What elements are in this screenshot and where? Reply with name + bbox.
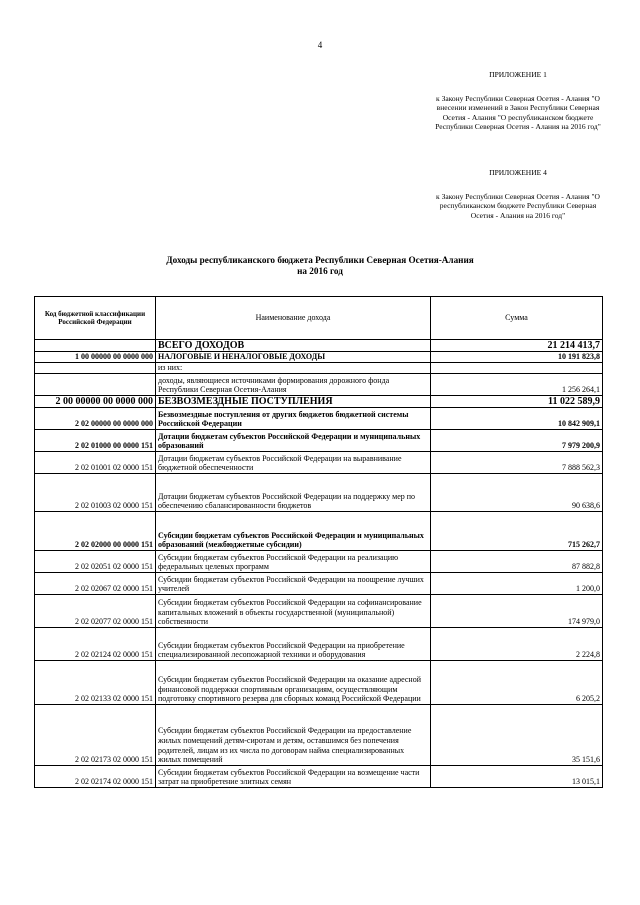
row-sum: 1 256 264,1 — [431, 374, 603, 396]
table-row — [35, 430, 603, 452]
table-row — [35, 474, 603, 512]
table-row — [35, 408, 603, 430]
row-sum: 6 205,2 — [431, 661, 603, 705]
table-row — [35, 573, 603, 595]
income-table-body — [35, 340, 603, 788]
row-name: Субсидии бюджетам субъектов Российской Федерации на возмещение части затрат на приобретение элитных семян — [156, 766, 431, 788]
row-name: НАЛОГОВЫЕ И НЕНАЛОГОВЫЕ ДОХОДЫ — [156, 352, 431, 363]
row-code: 2 02 00000 00 0000 000 — [35, 408, 156, 430]
row-code: 2 02 02067 02 0000 151 — [35, 573, 156, 595]
appendix-4-block — [428, 168, 608, 220]
table-row — [35, 705, 603, 766]
row-sum: 7 979 200,9 — [431, 430, 603, 452]
document-title-line-2: на 2016 год — [297, 266, 343, 276]
row-name: Безвозмездные поступления от других бюджетов бюджетной системы Российской Федерации — [156, 408, 431, 430]
row-code: 2 02 02124 02 0000 151 — [35, 628, 156, 661]
row-sum: 35 151,6 — [431, 705, 603, 766]
table-row — [35, 452, 603, 474]
row-code: 2 00 00000 00 0000 000 — [35, 396, 156, 408]
row-sum: 90 638,6 — [431, 474, 603, 512]
row-name: БЕЗВОЗМЕЗДНЫЕ ПОСТУПЛЕНИЯ — [156, 396, 431, 408]
row-code: 2 02 02173 02 0000 151 — [35, 705, 156, 766]
row-code: 2 02 01003 02 0000 151 — [35, 474, 156, 512]
row-sum: 13 015,1 — [431, 766, 603, 788]
row-name: Субсидии бюджетам субъектов Российской Федерации и муниципальных образований (межбюджетные субсидии) — [156, 512, 431, 551]
income-table — [34, 296, 603, 788]
row-name: Дотации бюджетам субъектов Российской Федерации на выравнивание бюджетной обеспеченности — [156, 452, 431, 474]
appendix-4-text: к Закону Республики Северная Осетия - Алания "О республиканском бюджете Республики Северная Осетия - Алания на 2016 год" — [436, 191, 600, 220]
appendix-1-block — [428, 70, 608, 132]
row-code — [35, 374, 156, 396]
table-row — [35, 352, 603, 363]
row-name: ВСЕГО ДОХОДОВ — [156, 340, 431, 352]
table-row — [35, 551, 603, 573]
row-sum: 21 214 413,7 — [431, 340, 603, 352]
row-code: 2 02 02077 02 0000 151 — [35, 595, 156, 628]
table-row — [35, 661, 603, 705]
header-name: Наименование дохода — [156, 297, 431, 340]
table-row — [35, 595, 603, 628]
row-code: 2 02 01001 02 0000 151 — [35, 452, 156, 474]
page-number: 4 — [317, 40, 323, 50]
row-sum: 10 191 823,8 — [431, 352, 603, 363]
row-sum: 2 224,8 — [431, 628, 603, 661]
row-name: Субсидии бюджетам субъектов Российской Федерации на оказание адресной финансовой поддержки спортивным организациям, осуществляющим подготовку спортивного резерва для сборных команд Российской Федерации — [156, 661, 431, 705]
row-name: Субсидии бюджетам субъектов Российской Федерации на поощрение лучших учителей — [156, 573, 431, 595]
row-name: доходы, являющиеся источниками формирования дорожного фонда Республики Северная Осетия-Алания — [156, 374, 431, 396]
row-sum: 87 882,8 — [431, 551, 603, 573]
row-sum: 11 022 589,9 — [431, 396, 603, 408]
row-code: 2 02 02174 02 0000 151 — [35, 766, 156, 788]
table-header-row — [35, 297, 603, 340]
row-sum: 1 200,0 — [431, 573, 603, 595]
table-row — [35, 628, 603, 661]
table-row — [35, 363, 603, 374]
appendix-4-heading: ПРИЛОЖЕНИЕ 4 — [489, 168, 547, 177]
row-sum: 7 888 562,3 — [431, 452, 603, 474]
header-sum: Сумма — [431, 297, 603, 340]
row-code: 2 02 02051 02 0000 151 — [35, 551, 156, 573]
header-code: Код бюджетной классификации Российской Федерации — [35, 297, 156, 340]
row-name: Дотации бюджетам субъектов Российской Федерации и муниципальных образований — [156, 430, 431, 452]
row-name: Дотации бюджетам субъектов Российской Федерации на поддержку мер по обеспечению сбалансированности бюджетов — [156, 474, 431, 512]
table-row — [35, 512, 603, 551]
appendix-1-heading: ПРИЛОЖЕНИЕ 1 — [489, 70, 547, 79]
row-code: 2 02 01000 00 0000 151 — [35, 430, 156, 452]
table-row — [35, 766, 603, 788]
row-code: 2 02 02000 00 0000 151 — [35, 512, 156, 551]
row-code — [35, 363, 156, 374]
appendix-1-text: к Закону Республики Северная Осетия - Алания "О внесении изменений в Закон Республики Северная Осетия - Алания "О республиканском бюджете Республики Северная Осетия - Алания на 2016 год" — [435, 93, 601, 132]
row-sum: 715 262,7 — [431, 512, 603, 551]
row-name: Субсидии бюджетам субъектов Российской Федерации на софинансирование капитальных вложений в объекты государственной (муниципальной) собственности — [156, 595, 431, 628]
row-name: Субсидии бюджетам субъектов Российской Федерации на предоставление жилых помещений детям-сиротам и детям, оставшимся без попечения родителей, лицам из их числа по договорам найма специализированных жилых помещений — [156, 705, 431, 766]
row-code: 1 00 00000 00 0000 000 — [35, 352, 156, 363]
row-name: из них: — [156, 363, 431, 374]
row-name: Субсидии бюджетам субъектов Российской Федерации на приобретение специализированной лесопожарной техники и оборудования — [156, 628, 431, 661]
table-row — [35, 340, 603, 352]
document-title — [80, 255, 560, 277]
table-row — [35, 374, 603, 396]
document-title-line-1: Доходы республиканского бюджета Республики Северная Осетия-Алания — [166, 255, 474, 265]
table-row — [35, 396, 603, 408]
row-code: 2 02 02133 02 0000 151 — [35, 661, 156, 705]
row-name: Субсидии бюджетам субъектов Российской Федерации на реализацию федеральных целевых программ — [156, 551, 431, 573]
row-sum — [431, 363, 603, 374]
row-code — [35, 340, 156, 352]
row-sum: 174 979,0 — [431, 595, 603, 628]
row-sum: 10 842 909,1 — [431, 408, 603, 430]
